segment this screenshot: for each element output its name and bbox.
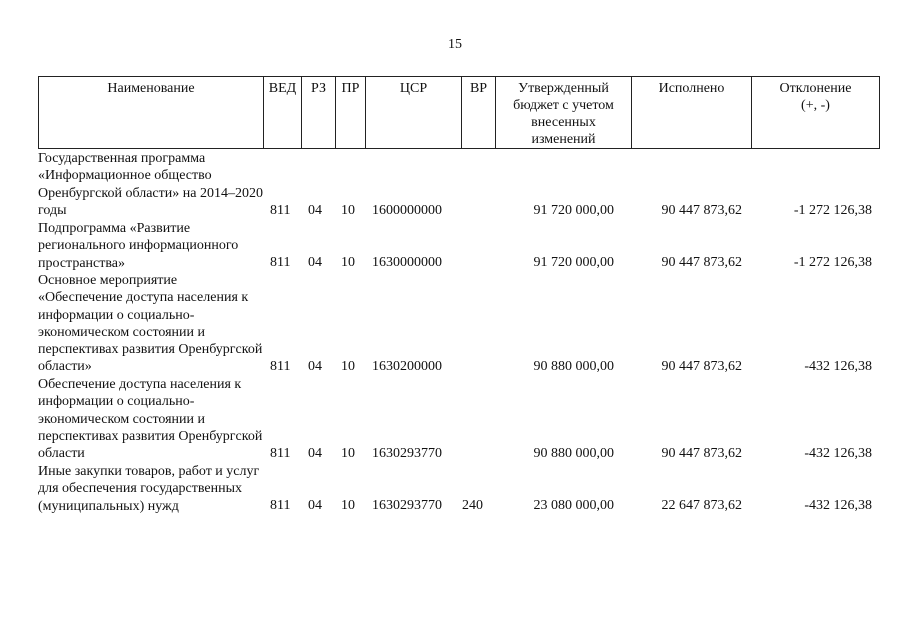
header-deviation: Отклонение (+, -): [751, 77, 879, 148]
row-done: 22 647 873,62: [661, 498, 742, 513]
row-rz: 04: [308, 498, 322, 513]
row-done: 90 447 873,62: [661, 255, 742, 270]
row-csr: 1630200000: [372, 359, 442, 374]
row-ved: 811: [270, 498, 291, 513]
table-header: [38, 76, 880, 149]
row-rz: 04: [308, 359, 322, 374]
row-budget: 23 080 000,00: [533, 498, 614, 513]
row-name: Основное мероприятие «Обеспечение доступа населения к информации о социально-экономическом состоянии и перспективах развития Оренбургской области»: [38, 273, 263, 375]
budget-table: [38, 76, 880, 514]
row-csr: 1600000000: [372, 203, 442, 218]
header-rz: РЗ: [301, 77, 335, 148]
row-ved: 811: [270, 359, 291, 374]
row-pr: 10: [341, 359, 355, 374]
header-budget: Утвержденный бюджет с учетом внесенных изменений: [495, 77, 631, 148]
row-budget: 91 720 000,00: [533, 255, 614, 270]
row-budget: 91 720 000,00: [533, 203, 614, 218]
row-pr: 10: [341, 446, 355, 461]
header-done: Исполнено: [631, 77, 751, 148]
row-rz: 04: [308, 255, 322, 270]
row-csr: 1630293770: [372, 498, 442, 513]
table-row: [38, 150, 880, 220]
row-done: 90 447 873,62: [661, 203, 742, 218]
table-row: [38, 220, 880, 272]
row-rz: 04: [308, 203, 322, 218]
row-budget: 90 880 000,00: [533, 359, 614, 374]
row-name: Подпрограмма «Развитие регионального информационного пространства»: [38, 221, 239, 271]
row-name: Государственная программа «Информационное общество Оренбургской области» на 2014–2020 годы: [38, 151, 263, 218]
header-ved: ВЕД: [263, 77, 301, 148]
header-csr: ЦСР: [365, 77, 461, 148]
header-pr: ПР: [335, 77, 365, 148]
row-done: 90 447 873,62: [661, 446, 742, 461]
row-vr: 240: [462, 498, 483, 513]
page-number: 15: [448, 37, 462, 52]
row-pr: 10: [341, 498, 355, 513]
row-deviation: -432 126,38: [804, 446, 872, 461]
header-vr: ВР: [461, 77, 495, 148]
row-name: Обеспечение доступа населения к информации о социально-экономическом состоянии и перспективах развития Оренбургской области: [38, 377, 263, 462]
table-row: [38, 376, 880, 463]
row-deviation: -432 126,38: [804, 359, 872, 374]
row-ved: 811: [270, 446, 291, 461]
row-budget: 90 880 000,00: [533, 446, 614, 461]
row-pr: 10: [341, 203, 355, 218]
row-pr: 10: [341, 255, 355, 270]
header-name: Наименование: [107, 81, 195, 96]
row-ved: 811: [270, 203, 291, 218]
table-row: [38, 463, 880, 515]
row-ved: 811: [270, 255, 291, 270]
row-done: 90 447 873,62: [661, 359, 742, 374]
row-deviation: -432 126,38: [804, 498, 872, 513]
row-csr: 1630293770: [372, 446, 442, 461]
row-name: Иные закупки товаров, работ и услуг для обеспечения государственных (муниципальных) нужд: [38, 464, 260, 514]
row-rz: 04: [308, 446, 322, 461]
table-row: [38, 272, 880, 376]
row-csr: 1630000000: [372, 255, 442, 270]
row-deviation: -1 272 126,38: [793, 255, 872, 270]
row-deviation: -1 272 126,38: [793, 203, 872, 218]
